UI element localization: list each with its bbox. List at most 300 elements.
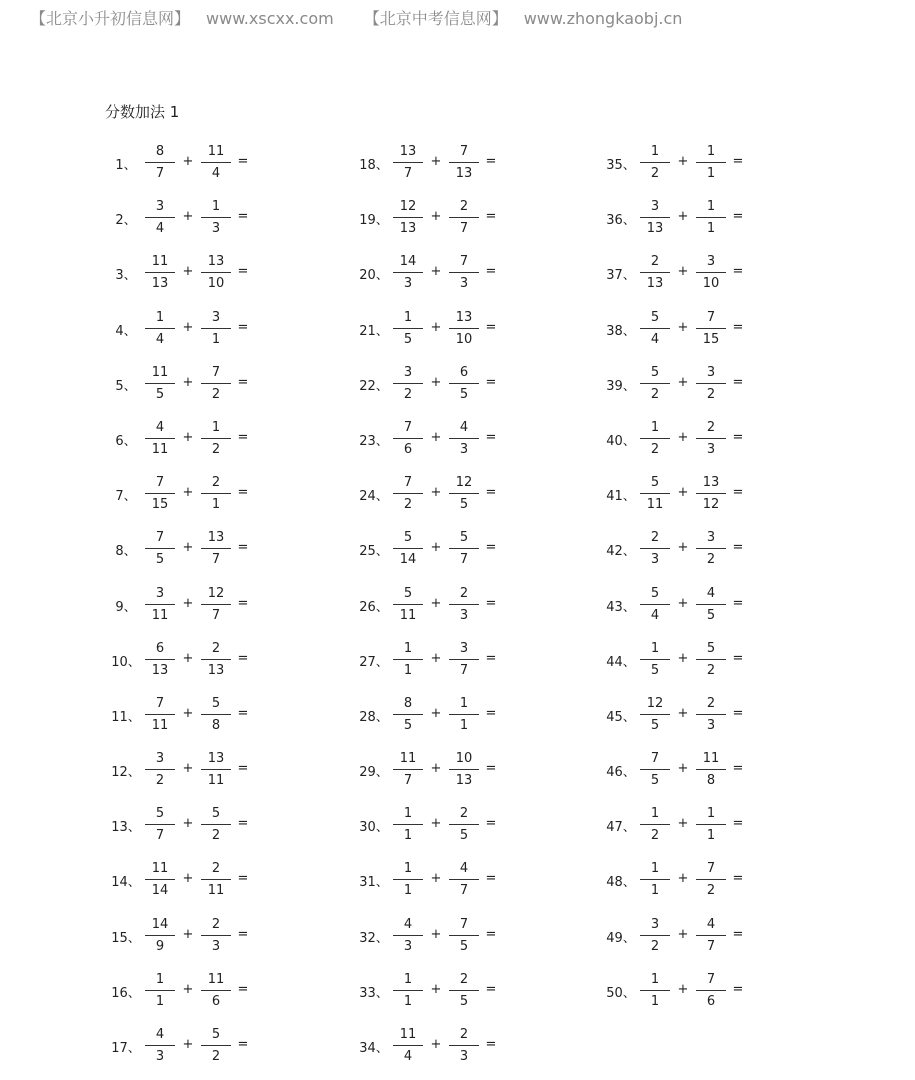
- plus-sign: +: [677, 264, 689, 280]
- denominator: 13: [151, 662, 169, 678]
- problem-item: [355, 913, 555, 968]
- problem-number: 32、: [359, 930, 389, 946]
- fraction-bar: [640, 383, 670, 384]
- fraction-first: [640, 971, 670, 1011]
- problem-number: 21、: [359, 323, 389, 339]
- denominator: 12: [702, 497, 720, 513]
- problem-number: 9、: [115, 599, 137, 615]
- denominator: 5: [403, 331, 413, 347]
- numerator: 1: [706, 199, 716, 215]
- denominator: 13: [646, 276, 664, 292]
- problem-number: 2、: [115, 213, 137, 229]
- equals-sign: =: [732, 926, 744, 942]
- fraction-second: [201, 364, 231, 404]
- fraction-bar: [201, 769, 231, 770]
- fraction-bar: [696, 879, 726, 880]
- fraction-bar: [696, 990, 726, 991]
- fraction-bar: [449, 328, 479, 329]
- fraction-second: [201, 1026, 231, 1066]
- denominator: 5: [459, 938, 469, 954]
- fraction-second: [201, 585, 231, 625]
- numerator: 7: [706, 309, 716, 325]
- denominator: 3: [155, 1049, 165, 1064]
- problem-item: [107, 582, 307, 637]
- fraction-first: [640, 364, 670, 404]
- denominator: 4: [155, 331, 165, 347]
- numerator: 13: [702, 475, 720, 491]
- denominator: 5: [459, 993, 469, 1009]
- numerator: 11: [702, 751, 720, 767]
- numerator: 5: [403, 530, 413, 546]
- equals-sign: =: [732, 705, 744, 721]
- problem-item: [602, 582, 802, 637]
- fraction-second: [696, 529, 726, 569]
- fraction-second: [201, 640, 231, 680]
- denominator: 2: [650, 828, 660, 844]
- numerator: 5: [650, 475, 660, 491]
- equals-sign: =: [732, 429, 744, 445]
- fraction-bar: [393, 493, 423, 494]
- numerator: 3: [403, 364, 413, 380]
- plus-sign: +: [430, 429, 442, 445]
- fraction-second: [201, 419, 231, 459]
- equals-sign: =: [732, 595, 744, 611]
- numerator: 11: [151, 254, 169, 270]
- plus-sign: +: [182, 264, 194, 280]
- fraction-bar: [145, 935, 175, 936]
- equals-sign: =: [485, 650, 497, 666]
- denominator: 2: [211, 386, 221, 402]
- equals-sign: =: [732, 485, 744, 501]
- problem-item: [602, 250, 802, 305]
- fraction-bar: [696, 604, 726, 605]
- problem-item: [107, 968, 307, 1023]
- fraction-first: [640, 474, 670, 514]
- numerator: 4: [459, 861, 469, 877]
- problem-number: 34、: [359, 1041, 389, 1056]
- problem-number: 47、: [606, 820, 636, 836]
- plus-sign: +: [430, 374, 442, 390]
- fraction-second: [696, 419, 726, 459]
- numerator: 5: [459, 530, 469, 546]
- problem-number: 31、: [359, 875, 389, 891]
- plus-sign: +: [677, 761, 689, 777]
- equals-sign: =: [485, 705, 497, 721]
- plus-sign: +: [677, 374, 689, 390]
- worksheet-title: 分数加法 1: [105, 103, 180, 121]
- numerator: 11: [399, 1027, 417, 1042]
- numerator: 2: [459, 806, 469, 822]
- fraction-bar: [449, 769, 479, 770]
- numerator: 11: [151, 364, 169, 380]
- problem-item: [602, 857, 802, 912]
- numerator: 2: [650, 254, 660, 270]
- plus-sign: +: [677, 981, 689, 997]
- denominator: 15: [151, 497, 169, 513]
- problem-number: 23、: [359, 433, 389, 449]
- denominator: 7: [403, 773, 413, 789]
- header-site2-url[interactable]: www.zhongkaobj.cn: [523, 9, 683, 28]
- fraction-bar: [201, 1045, 231, 1046]
- denominator: 13: [455, 166, 473, 181]
- fraction-second: [449, 309, 479, 349]
- plus-sign: +: [677, 154, 689, 169]
- numerator: 2: [211, 475, 221, 491]
- problem-item: [355, 692, 555, 747]
- numerator: 1: [403, 806, 413, 822]
- fraction-second: [696, 364, 726, 404]
- numerator: 5: [155, 806, 165, 822]
- fraction-bar: [449, 879, 479, 880]
- denominator: 2: [706, 883, 716, 899]
- plus-sign: +: [677, 705, 689, 721]
- problem-number: 22、: [359, 378, 389, 394]
- problem-item: [355, 195, 555, 250]
- fraction-bar: [449, 493, 479, 494]
- numerator: 4: [155, 419, 165, 435]
- equals-sign: =: [732, 264, 744, 280]
- fraction-first: [640, 695, 670, 735]
- fraction-second: [201, 474, 231, 514]
- fraction-bar: [201, 548, 231, 549]
- fraction-bar: [393, 879, 423, 880]
- plus-sign: +: [182, 319, 194, 335]
- denominator: 7: [459, 552, 469, 568]
- denominator: 7: [403, 166, 413, 181]
- equals-sign: =: [485, 761, 497, 777]
- fraction-first: [393, 860, 423, 900]
- numerator: 11: [207, 971, 225, 987]
- header-site1-url[interactable]: www.xscxx.com: [206, 9, 334, 28]
- fraction-bar: [449, 272, 479, 273]
- equals-sign: =: [732, 650, 744, 666]
- fraction-first: [393, 364, 423, 404]
- problem-number: 11、: [111, 709, 141, 725]
- fraction-bar: [449, 990, 479, 991]
- numerator: 2: [459, 199, 469, 215]
- denominator: 1: [211, 331, 221, 347]
- fraction-bar: [696, 824, 726, 825]
- denominator: 11: [151, 607, 169, 623]
- plus-sign: +: [677, 595, 689, 611]
- equals-sign: =: [237, 154, 249, 169]
- denominator: 11: [207, 883, 225, 899]
- numerator: 1: [650, 640, 660, 656]
- page-header: [30, 6, 682, 28]
- fraction-second: [696, 695, 726, 735]
- fraction-first: [393, 309, 423, 349]
- problem-item: [107, 857, 307, 912]
- problem-number: 33、: [359, 985, 389, 1001]
- denominator: 2: [403, 497, 413, 513]
- problem-item: [107, 802, 307, 857]
- equals-sign: =: [237, 429, 249, 445]
- equals-sign: =: [237, 264, 249, 280]
- problem-number: 40、: [606, 433, 636, 449]
- problem-item: [355, 582, 555, 637]
- denominator: 7: [459, 221, 469, 237]
- fraction-bar: [145, 714, 175, 715]
- fraction-first: [393, 474, 423, 514]
- numerator: 7: [459, 916, 469, 932]
- fraction-second: [449, 529, 479, 569]
- fraction-first: [640, 916, 670, 956]
- fraction-bar: [201, 935, 231, 936]
- problem-item: [107, 416, 307, 471]
- denominator: 7: [211, 552, 221, 568]
- problem-number: 13、: [111, 820, 141, 836]
- problem-number: 8、: [115, 544, 137, 560]
- fraction-first: [393, 640, 423, 680]
- fraction-second: [449, 750, 479, 790]
- denominator: 2: [650, 386, 660, 402]
- fraction-bar: [145, 438, 175, 439]
- fraction-second: [696, 640, 726, 680]
- fraction-first: [145, 309, 175, 349]
- denominator: 3: [650, 552, 660, 568]
- fraction-bar: [201, 383, 231, 384]
- fraction-second: [449, 143, 479, 183]
- equals-sign: =: [485, 209, 497, 225]
- fraction-first: [393, 419, 423, 459]
- denominator: 5: [459, 497, 469, 513]
- numerator: 1: [211, 199, 221, 215]
- numerator: 1: [706, 806, 716, 822]
- denominator: 11: [151, 717, 169, 733]
- denominator: 2: [650, 938, 660, 954]
- problem-item: [602, 802, 802, 857]
- fraction-second: [201, 971, 231, 1011]
- numerator: 1: [650, 971, 660, 987]
- numerator: 5: [650, 585, 660, 601]
- fraction-first: [145, 585, 175, 625]
- fraction-first: [393, 253, 423, 293]
- fraction-second: [201, 198, 231, 238]
- fraction-first: [145, 474, 175, 514]
- fraction-bar: [201, 272, 231, 273]
- numerator: 6: [459, 364, 469, 380]
- plus-sign: +: [182, 429, 194, 445]
- numerator: 8: [403, 695, 413, 711]
- fraction-bar: [393, 659, 423, 660]
- header-site1-name: 【北京小升初信息网】: [30, 9, 191, 28]
- numerator: 7: [650, 751, 660, 767]
- fraction-first: [640, 309, 670, 349]
- problem-item: [602, 471, 802, 526]
- denominator: 7: [459, 883, 469, 899]
- equals-sign: =: [485, 816, 497, 832]
- numerator: 8: [155, 144, 165, 159]
- numerator: 4: [403, 916, 413, 932]
- problem-item: [355, 802, 555, 857]
- plus-sign: +: [677, 485, 689, 501]
- denominator: 1: [403, 662, 413, 678]
- numerator: 10: [455, 751, 473, 767]
- denominator: 7: [706, 938, 716, 954]
- fraction-bar: [640, 493, 670, 494]
- problem-number: 50、: [606, 985, 636, 1001]
- problem-item: [107, 526, 307, 581]
- numerator: 1: [155, 971, 165, 987]
- equals-sign: =: [237, 926, 249, 942]
- fraction-bar: [201, 162, 231, 163]
- numerator: 2: [459, 1027, 469, 1042]
- problem-number: 46、: [606, 765, 636, 781]
- equals-sign: =: [485, 871, 497, 887]
- numerator: 1: [650, 861, 660, 877]
- fraction-bar: [640, 769, 670, 770]
- denominator: 2: [155, 773, 165, 789]
- equals-sign: =: [237, 485, 249, 501]
- denominator: 6: [211, 993, 221, 1009]
- fraction-first: [640, 419, 670, 459]
- fraction-bar: [145, 162, 175, 163]
- numerator: 5: [403, 585, 413, 601]
- denominator: 3: [459, 441, 469, 457]
- problem-item: [107, 250, 307, 305]
- denominator: 15: [702, 331, 720, 347]
- equals-sign: =: [237, 761, 249, 777]
- denominator: 8: [706, 773, 716, 789]
- numerator: 3: [211, 309, 221, 325]
- denominator: 2: [650, 166, 660, 181]
- fraction-bar: [145, 493, 175, 494]
- problem-item: [355, 471, 555, 526]
- equals-sign: =: [485, 981, 497, 997]
- numerator: 13: [207, 751, 225, 767]
- equals-sign: =: [485, 1037, 497, 1052]
- fraction-bar: [696, 383, 726, 384]
- fraction-bar: [449, 714, 479, 715]
- fraction-first: [145, 198, 175, 238]
- plus-sign: +: [430, 485, 442, 501]
- numerator: 13: [207, 530, 225, 546]
- denominator: 2: [706, 552, 716, 568]
- denominator: 1: [706, 828, 716, 844]
- fraction-second: [449, 805, 479, 845]
- plus-sign: +: [182, 981, 194, 997]
- fraction-bar: [393, 604, 423, 605]
- problem-item: [602, 747, 802, 802]
- plus-sign: +: [430, 926, 442, 942]
- plus-sign: +: [677, 871, 689, 887]
- fraction-first: [393, 971, 423, 1011]
- problem-number: 16、: [111, 985, 141, 1001]
- fraction-bar: [201, 493, 231, 494]
- fraction-second: [201, 860, 231, 900]
- problem-item: [107, 306, 307, 361]
- fraction-first: [145, 529, 175, 569]
- fraction-bar: [640, 824, 670, 825]
- plus-sign: +: [182, 761, 194, 777]
- problem-item: [602, 306, 802, 361]
- fraction-bar: [640, 272, 670, 273]
- problem-number: 1、: [115, 158, 137, 173]
- denominator: 5: [459, 386, 469, 402]
- fraction-bar: [201, 659, 231, 660]
- problem-item: [355, 306, 555, 361]
- problem-item: [355, 1023, 555, 1078]
- numerator: 3: [650, 916, 660, 932]
- problem-number: 6、: [115, 433, 137, 449]
- fraction-bar: [640, 162, 670, 163]
- plus-sign: +: [182, 816, 194, 832]
- denominator: 5: [459, 828, 469, 844]
- numerator: 5: [650, 364, 660, 380]
- fraction-first: [145, 253, 175, 293]
- plus-sign: +: [430, 319, 442, 335]
- numerator: 2: [650, 530, 660, 546]
- numerator: 5: [211, 695, 221, 711]
- plus-sign: +: [182, 540, 194, 556]
- fraction-bar: [145, 659, 175, 660]
- numerator: 1: [211, 419, 221, 435]
- equals-sign: =: [732, 540, 744, 556]
- fraction-bar: [640, 659, 670, 660]
- equals-sign: =: [732, 981, 744, 997]
- plus-sign: +: [430, 871, 442, 887]
- fraction-second: [449, 198, 479, 238]
- denominator: 2: [403, 386, 413, 402]
- problem-number: 24、: [359, 489, 389, 505]
- problem-item: [602, 195, 802, 250]
- fraction-bar: [201, 328, 231, 329]
- fraction-bar: [696, 769, 726, 770]
- problem-item: [107, 195, 307, 250]
- fraction-second: [201, 253, 231, 293]
- equals-sign: =: [237, 1037, 249, 1052]
- problem-number: 29、: [359, 765, 389, 781]
- denominator: 1: [650, 883, 660, 899]
- numerator: 2: [706, 695, 716, 711]
- problem-item: [355, 140, 555, 195]
- denominator: 13: [151, 276, 169, 292]
- fraction-bar: [449, 217, 479, 218]
- numerator: 5: [650, 309, 660, 325]
- fraction-bar: [145, 272, 175, 273]
- denominator: 3: [403, 276, 413, 292]
- denominator: 3: [211, 221, 221, 237]
- numerator: 7: [211, 364, 221, 380]
- problem-number: 30、: [359, 820, 389, 836]
- numerator: 12: [455, 475, 473, 491]
- problem-number: 28、: [359, 709, 389, 725]
- equals-sign: =: [237, 319, 249, 335]
- fraction-bar: [201, 217, 231, 218]
- problem-item: [107, 140, 307, 195]
- denominator: 9: [155, 938, 165, 954]
- numerator: 7: [155, 530, 165, 546]
- fraction-bar: [145, 1045, 175, 1046]
- fraction-bar: [145, 217, 175, 218]
- problem-number: 43、: [606, 599, 636, 615]
- equals-sign: =: [732, 871, 744, 887]
- denominator: 14: [399, 552, 417, 568]
- problem-number: 17、: [111, 1041, 141, 1056]
- denominator: 6: [403, 441, 413, 457]
- denominator: 5: [650, 773, 660, 789]
- fraction-first: [145, 971, 175, 1011]
- fraction-bar: [393, 990, 423, 991]
- numerator: 13: [399, 144, 417, 159]
- denominator: 10: [207, 276, 225, 292]
- fraction-bar: [201, 604, 231, 605]
- problem-item: [602, 416, 802, 471]
- problem-item: [107, 1023, 307, 1078]
- plus-sign: +: [182, 1037, 194, 1052]
- denominator: 7: [155, 166, 165, 181]
- fraction-second: [696, 198, 726, 238]
